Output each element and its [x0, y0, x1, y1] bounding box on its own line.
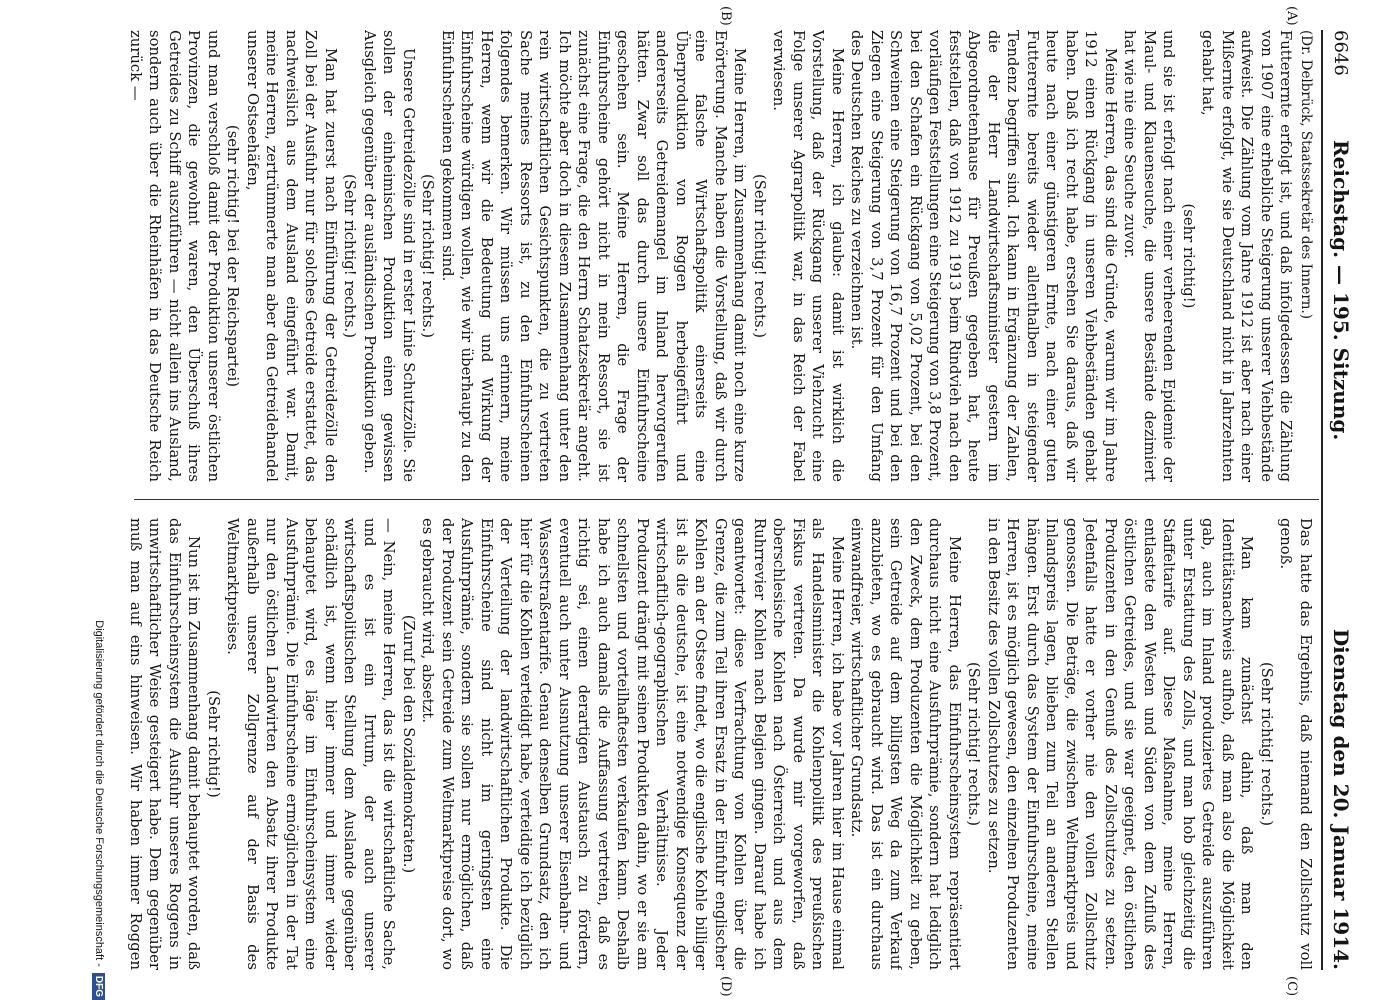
- digitization-credit: [92, 0, 105, 1000]
- left-column: [125, 30, 1315, 482]
- interjection: (Sehr richtig! rechts.): [341, 173, 359, 339]
- paragraph: Futterernte erfolgt ist, und daß infolgedessen die Zählung von 1907 eine erhebliche Steigerung unserer Viehbestände aufweist. Die Zählung vom Jahre 1912 ist aber nach einer Mißernte erfolgt, wie sie Deutschland nicht in Jahrzehnten gehabt hat,: [1199, 30, 1295, 482]
- interjection: (Sehr richtig!): [205, 690, 222, 798]
- interjection: (Zuruf bei den Sozialdemokraten.): [400, 614, 417, 874]
- right-column: [125, 518, 1315, 970]
- interjection: (Sehr richtig! rechts.): [965, 661, 983, 827]
- margin-marker-c: (C): [1284, 976, 1299, 997]
- paragraph: und sie ist erfolgt nach einer verheerenden Epidemie der Maul- und Klauenseuche, die unsere Bestände dezimiert hat wie nie eine Seuche zuvor.: [1121, 30, 1178, 482]
- interjection: (Sehr richtig! rechts.): [1258, 661, 1275, 827]
- paragraph: Man hat zuerst nach Einführung der Getreidezölle den Zoll bei der Ausfuhr nur für solches Getreide erstattet, das nachweislich aus dem Ausland eingeführt war. Damit, meine Herren, zertrümmerte man aber den Getreidehandel unserer Ostseehäfen,: [244, 30, 339, 482]
- margin-marker-a: (A): [1284, 6, 1299, 26]
- speaker-note: (Dr. Delbrück, Staatssekretär des Innern.): [1298, 30, 1314, 320]
- column-divider: [134, 499, 1319, 500]
- paragraph: Nun ist im Zusammenhang damit behauptet worden, daß das Einfuhrscheinsystem die Ausfuhr unseres Roggens in unwirtschaftlicher Weise gesteigert habe. Dem gegenüber muß man auf eins hinweisen. Wir haben immer Roggen: [127, 518, 203, 970]
- paragraph: Meine Herren, ich habe vor Jahren hier im Hause einmal als Handelsminister die Kohlenpolitik des preußischen Fiskus vertreten. Da wurde mir vorgeworfen, daß oberschlesische Kohlen nach Österreich und aus dem Ruhrrevier Kohlen nach Belgien gingen. Darauf habe ich geantwortet: diese Verfrachtung von Kohlen über die Grenze, die zum Teil ihren Ersatz in der Einfuhr englischer Kohlen an der Ostsee findet, wo die englische Kohle billiger ist als die deutsche, ist eine notwendige Konsequenz der wirtschaftlich-geographischen Verhältnisse. Jeder Produzent drängt mit seinen Produkten dahin, wo er sie am schnellsten und vorteilhaftesten verkaufen kann. Deshalb habe ich auch damals die Auffassung vertreten, daß es richtig sei, einen derartigen Austausch zu fördern, eventuell auch unter Ausnutzung unserer Eisenbahn- und Wasserstraßentarife. Genau denselben Grundsatz, den ich hier für die Kohlen verteidigt habe, verteidige ich bezüglich der Verteilung der landwirtschaftlichen Produkte. Die Einfuhrscheine sind nicht im geringsten eine Ausfuhrprämie, sondern sie sollen nur ermöglichen, daß der Produzent sein Getreide zum Weltmarktpreise dort, wo es gebraucht wird, absetzt.: [419, 518, 846, 970]
- interjection: (sehr richtig!): [1180, 203, 1197, 309]
- page-number: 6646: [1330, 30, 1351, 76]
- paragraph: — Nein, meine Herren, das ist die wirtschaftliche Sache, und es ist ein Irrtum, der auch unserer wirtschaftspolitischen Stellung dem Auslande gegenüber schädlich ist, wenn hier immer und immer wieder behauptet wird, es läge im Einfuhrscheinsystem eine Ausfuhrprämie. Die Einfuhrscheine ermöglichen in der Tat nur den östlichen Landwirten den Absatz ihrer Produkte außerhalb unserer Zollgrenze auf der Basis des Weltmarktpreises.: [224, 518, 398, 970]
- header-rule: [1321, 30, 1323, 970]
- page-header: [1325, 30, 1355, 970]
- paragraph: Unsere Getreidezölle sind in erster Linie Schutzzölle. Sie sollen der einheimischen Produktion einen gewissen Ausgleich gegenüber der ausländischen Produktion geben.: [361, 30, 417, 482]
- scanned-page: [80, 0, 1363, 1000]
- interjection: (Sehr richtig! rechts.): [419, 173, 437, 339]
- dfg-logo: DFG: [92, 973, 105, 1000]
- interjection: (sehr richtig! bei der Reichspartei): [224, 124, 242, 388]
- paragraph: Meine Herren, das Einfuhrscheinsystem repräsentiert durchaus nicht eine Ausfuhrprämie, sondern hat lediglich den Zweck, dem Produzenten die Möglichkeit zu geben, sein Getreide auf dem billigsten Weg da zum Verkauf anzubieten, wo es gebraucht wird. Das ist ein durchaus einwandfreier, wirtschaftlicher Grundsatz.: [848, 518, 963, 970]
- margin-marker-b: (B): [718, 6, 733, 26]
- credit-text: Digitalisierung gefördert durch die Deutsche Forschungsgemeinschaft -: [93, 620, 105, 967]
- paragraph: Man kam zunächst dahin, daß man den Identitätsnachweis aufhob, daß man also die Möglichkeit gab, auch im Inland produziertes Getreide auszuführen unter Erstattung des Zolls, und man hob gleichzeitig die Staffeltarife auf. Diese Maßnahme, meine Herren, entlastete den Westen und Süden von dem Zufluß des östlichen Getreides, und sie war geeignet, den östlichen Produzenten in den Genuß des Zollschutzes zu setzen. Jedenfalls hatte er vorher nie den vollen Zollschutz genossen. Die Beträge, die zwischen Weltmarktpreis und Inlandspreis lagen, blieben zum Teil an anderen Stellen hängen. Erst durch das System der Einfuhrscheine, meine Herren, ist es möglich gewesen, den einzelnen Produzenten in den Besitz des vollen Zollschutzes zu setzen.: [985, 518, 1256, 970]
- paragraph: Meine Herren, ich glaube: damit ist wirklich die Vorstellung, daß der Rückgang unserer Viehzucht eine Folge unserer Agrarpolitik war, in das Reich der Fabel verwiesen.: [770, 30, 846, 482]
- paragraph: Meine Herren, im Zusammenhang damit noch eine kurze Erörterung. Manche haben die Vorstellung, daß wir durch eine falsche Wirtschaftspolitik einerseits eine Überproduktion von Roggen herbeigeführt und andererseits Getreidemangel im Inland hervorgerufen hätten. Zwar soll das durch unsere Einfuhrscheine geschehen sein. Meine Herren, die Frage der Einfuhrscheine gehört nicht in mein Ressort, sie ist zunächst eine Frage, die den Herrn Schatzsekretär angeht. Ich möchte aber doch in diesem Zusammenhang unter den rein wirtschaftlichen Gesichtspunkten, die zu vertreten Sache meines Ressorts ist, zu den Einfuhrscheinen folgendes bemerken. Wir müssen uns erinnern, meine Herren, wenn wir die Bedeutung und Wirkung der Einfuhrscheine würdigen wollen, wie wir überhaupt zu den Einfuhrscheinen gekommen sind.: [439, 30, 749, 482]
- paragraph: Meine Herren, das sind die Gründe, warum wir im Jahre 1912 einen Rückgang in unseren Viehbeständen gehabt haben. Daß ich recht habe, ersehen Sie daraus, daß wir heute nach einer günstigeren Ernte, nach einer guten Futterernte bereits wieder allenthalben in steigender Tendenz begriffen sind. Ich kann in Ergänzung der Zahlen, die der Herr Landwirtschaftsminister gestern im Abgeordnetenhause für Preußen gegeben hat, heute feststellen, daß von 1912 zu 1913 beim Rindvieh nach den vorläufigen Feststellungen eine Steigerung von 3,8 Prozent, bei den Schafen ein Rückgang von 5,02 Prozent, bei den Schweinen eine Steigerung von 16,7 Prozent und bei den Ziegen eine Steigerung von 3,7 Prozent für den Umfang des Deutschen Reiches zu verzeichnen ist.: [848, 30, 1119, 482]
- paragraph: und man verschloß damit der Produktion unserer östlichen Provinzen, die gewohnt waren, den Überschuß ihres Getreides zu Schiff auszuführen — nicht allein ins Ausland, sondern auch über die Rheinhäfen in das Deutsche Reich zurück —: [127, 30, 222, 482]
- margin-marker-d: (D): [718, 976, 733, 997]
- interjection: (Sehr richtig! rechts.): [751, 173, 768, 339]
- paragraph: Das hatte das Ergebnis, daß niemand den Zollschutz voll genoß.: [1277, 518, 1314, 970]
- session-date: Dienstag den 20. Januar 1914.: [1329, 628, 1353, 970]
- session-title: Reichstag. — 195. Sitzung.: [1329, 140, 1353, 441]
